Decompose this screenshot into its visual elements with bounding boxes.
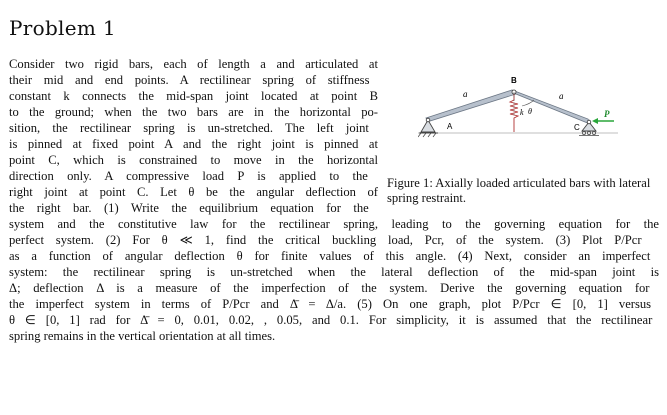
body-line bbox=[9, 120, 378, 136]
body-line-text: the right bar. (1) Write the equilibrium equation for the bbox=[9, 201, 369, 215]
body-line bbox=[9, 296, 659, 312]
body-line bbox=[9, 152, 378, 168]
body-line-text: as a function of angular deflection θ for finite values of this angle. (4) Next, consider an imperfect bbox=[9, 249, 651, 263]
body-line-text: to the ground; when the two bars are in the horizontal po- bbox=[9, 105, 378, 119]
body-line bbox=[9, 136, 378, 152]
label-A: A bbox=[447, 122, 453, 131]
body-line bbox=[9, 328, 275, 344]
body-line-text: direction only. A compressive load P is applied to the bbox=[9, 169, 368, 183]
body-line bbox=[9, 232, 659, 248]
body-line bbox=[9, 280, 659, 296]
body-line bbox=[9, 248, 659, 264]
label-k: k bbox=[520, 108, 524, 117]
body-line-text: their mid and end points. A rectilinear spring of stiffness bbox=[9, 73, 370, 87]
body-line-text: spring remains in the vertical orientation at all times. bbox=[9, 329, 276, 343]
body-line bbox=[9, 88, 378, 104]
body-line-text: system and the constitutive law for the rectilinear spring, leading to the governing equation for the bbox=[9, 217, 659, 231]
left-bar bbox=[426, 90, 516, 121]
label-a-right: a bbox=[559, 91, 564, 101]
right-bar bbox=[512, 90, 590, 124]
body-line bbox=[9, 104, 378, 120]
body-line bbox=[9, 264, 659, 280]
label-P: P bbox=[604, 109, 610, 119]
body-line-text: Consider two rigid bars, each of length a and articulated at bbox=[9, 57, 378, 71]
label-a-left: a bbox=[463, 89, 468, 99]
body-line-text: is pinned at fixed point A and the right joint is pinned at bbox=[9, 137, 378, 151]
body-line bbox=[9, 168, 378, 184]
body-line-text: point C, which is constrained to move in the horizontal bbox=[9, 153, 378, 167]
body-line-text: right joint at point C. Let θ be the angular deflection of bbox=[9, 185, 378, 199]
problem-title: Problem 1 bbox=[9, 16, 116, 40]
body-line-text: system: the rectilinear spring is un-stretched when the lateral deflection of the mid-span joint is bbox=[9, 265, 659, 279]
body-line-text: perfect system. (2) For θ ≪ 1, find the critical buckling load, Pcr, of the system. (3) Plot P/Pcr bbox=[9, 233, 642, 247]
label-theta: θ bbox=[528, 107, 532, 116]
body-line-text: constant k connects the mid-span joint located at point B bbox=[9, 89, 378, 103]
body-line-text: θ ∈ [0, 1] rad for Δ̄ = 0, 0.01, 0.02, , 0.05, and 0.1. For simplicity, it is assumed that the rectilinear bbox=[9, 313, 653, 327]
body-line-text: Δ; deflection Δ is a measure of the imperfection of the system. Derive the governing equation for bbox=[9, 281, 650, 295]
figure-caption: Figure 1: Axially loaded articulated bars with lateral spring restraint. bbox=[387, 176, 651, 205]
body-line bbox=[9, 200, 378, 216]
body-line-text: sition, the rectilinear spring is un-stretched. The left joint bbox=[9, 121, 369, 135]
body-line bbox=[9, 216, 659, 232]
body-line bbox=[9, 312, 659, 328]
label-C: C bbox=[574, 123, 580, 132]
label-B: B bbox=[511, 76, 517, 85]
body-line bbox=[9, 184, 378, 200]
body-line-text: the imperfect system in terms of P/Pcr and Δ̄ = Δ/a. (5) On one graph, plot P/Pcr ∈ [0, 1] versus bbox=[9, 297, 652, 311]
body-line bbox=[9, 72, 378, 88]
load-arrow bbox=[592, 118, 614, 124]
articulated-bars-figure bbox=[418, 66, 618, 148]
pin-support-left bbox=[418, 118, 438, 137]
body-line bbox=[9, 56, 378, 72]
